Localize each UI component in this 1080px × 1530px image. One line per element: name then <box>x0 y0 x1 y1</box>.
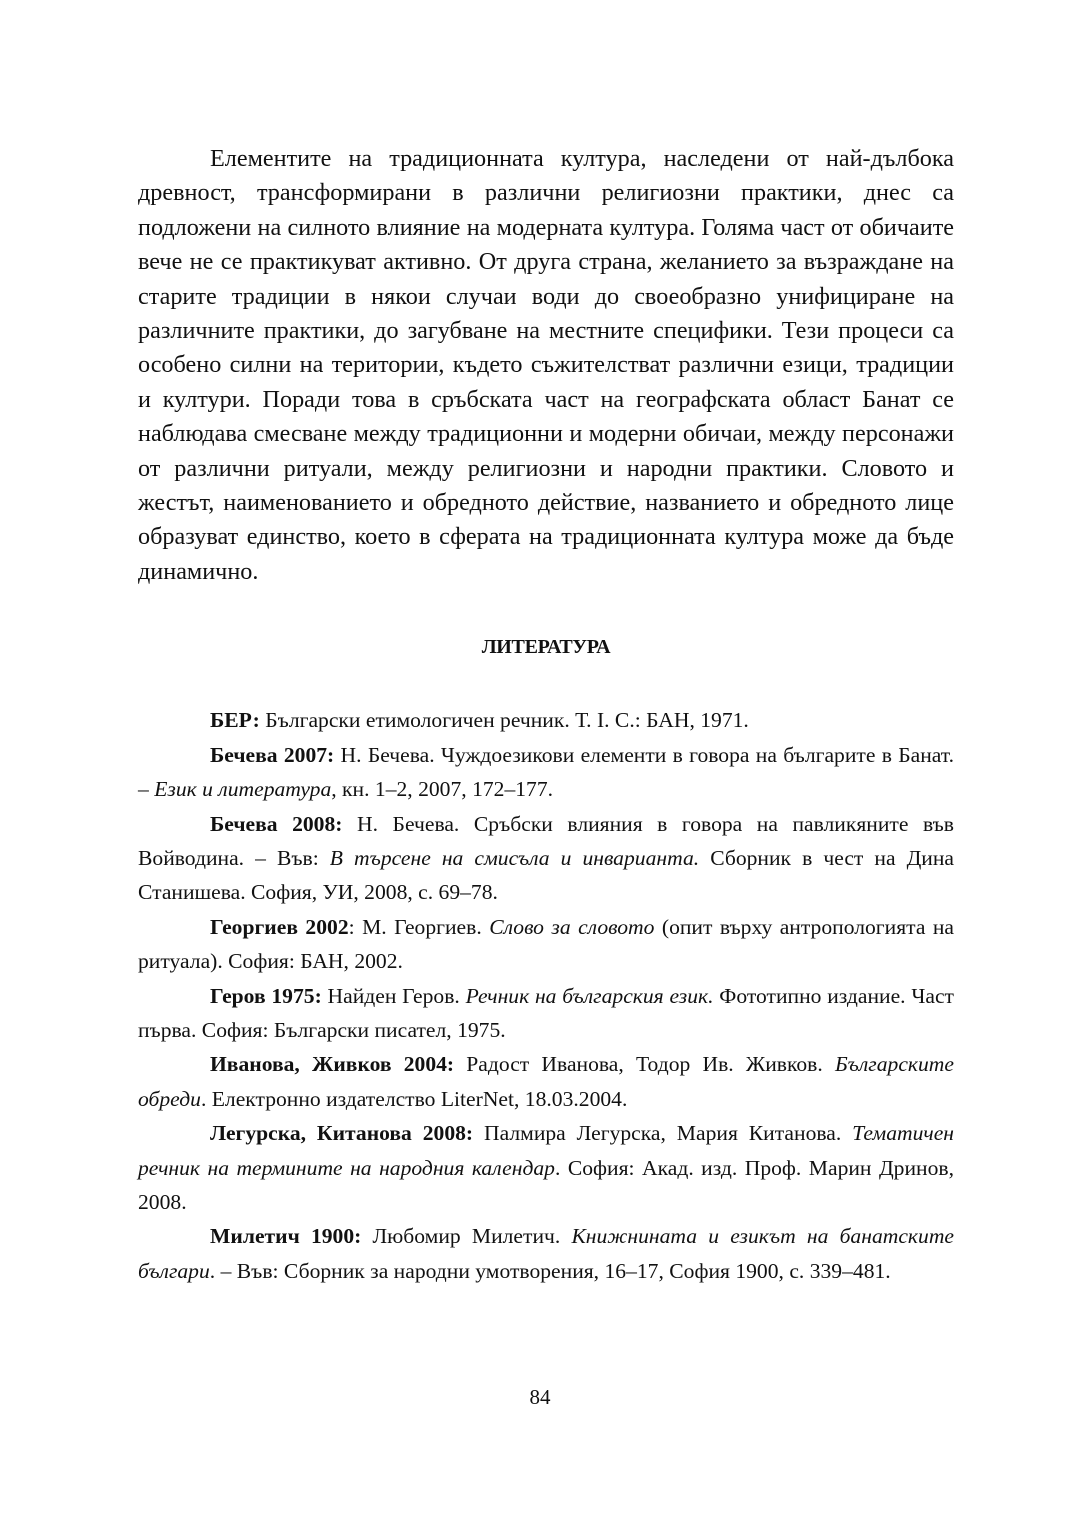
reference-item <box>138 979 954 1048</box>
reference-text: Сборник в чест на Дина Станишева. София, УИ, 2008, с. 69–78. <box>138 845 954 905</box>
reference-key: Милетич 1900: <box>210 1224 362 1249</box>
reference-key: Георгиев 2002 <box>210 914 349 939</box>
reference-text: Фототипно издание. Част първа. София: Български писател, 1975. <box>138 983 954 1042</box>
reference-text: Любомир Милетич. <box>361 1224 572 1249</box>
reference-key: БЕР: <box>210 708 260 733</box>
reference-title: В търсене на смисъла и инварианта. <box>329 845 700 870</box>
reference-title: Тематичен речник на термините на народния календар <box>138 1121 954 1180</box>
body-paragraph: Елементите на традиционната култура, наследени от най-дълбока древност, трансформирани в различни религиозни практики, днес са подложени на силното влияние на модерната култура. Голяма част от обичаите вече не се практикуват активно. От друга страна, желанието за възраждане на старите традиции в някои случаи води до своеобразно унифициране на различните практики, до загубване на местните специфики. Тези процеси са особено силни на територии, където съжителстват различни езици, традиции и култури. Поради това в сръбската част на географската област Банат се наблюдава смесване между традиционни и модерни обичаи, между персонажи от различни ритуали, между религиозни и народни практики. Словото и жестът, наименованието и обредното действие, названието и обредното лице образуват единство, което в сферата на традиционната култура може да бъде динамично. <box>138 145 954 585</box>
reference-item <box>138 910 954 979</box>
page-number: 84 <box>529 1385 551 1409</box>
reference-item <box>138 1219 954 1288</box>
reference-text: Български етимологичен речник. Т. I. С.: БАН, 1971. <box>259 708 749 733</box>
reference-key: Бечева 2008: <box>210 811 343 836</box>
reference-title: Език и литература <box>154 777 332 802</box>
references-list <box>138 703 954 1288</box>
reference-title: Слово за словото <box>489 914 655 939</box>
reference-text: . София: Акад. изд. Проф. Марин Дринов, 2008. <box>138 1155 954 1214</box>
reference-key: Легурска, Китанова 2008: <box>210 1121 474 1146</box>
reference-text: Н. Бечева. Сръбски влияния в говора на павликяните във Войводина. – Във: <box>138 811 954 870</box>
reference-text: . – Във: Сборник за народни умотворения, 16–17, София 1900, с. 339–481. <box>209 1258 891 1283</box>
reference-item <box>138 738 954 807</box>
literature-heading: ЛИТЕРАТУРА <box>481 636 611 659</box>
reference-item <box>138 1047 954 1116</box>
reference-text: Палмира Легурска, Мария Китанова. <box>473 1121 853 1146</box>
reference-item <box>138 807 954 910</box>
reference-key: Иванова, Живков 2004: <box>210 1052 455 1077</box>
reference-title: Речник на българския език. <box>465 983 714 1008</box>
reference-text: . Електронно издателство LiterNet, 18.03.2004. <box>200 1086 628 1111</box>
reference-item <box>138 1116 954 1219</box>
reference-text: (опит върху антропологията на ритуала). София: БАН, 2002. <box>138 914 954 974</box>
reference-title: Книжнината и езикът на банатските българи <box>138 1224 954 1283</box>
reference-key: Бечева 2007: <box>210 742 335 767</box>
reference-text: Н. Бечева. Чуждоезикови елементи в говора на българите в Банат. – <box>138 742 955 802</box>
reference-text: Найден Геров. <box>321 983 466 1008</box>
reference-key: Геров 1975: <box>210 983 322 1008</box>
reference-item <box>138 703 954 737</box>
reference-text: : М. Георгиев. <box>348 914 490 939</box>
reference-title: Българските обреди <box>138 1052 954 1111</box>
page-content <box>138 142 954 1288</box>
reference-text: , кн. 1–2, 2007, 172–177. <box>331 777 554 802</box>
reference-text: Радост Иванова, Тодор Ив. Живков. <box>454 1052 835 1077</box>
